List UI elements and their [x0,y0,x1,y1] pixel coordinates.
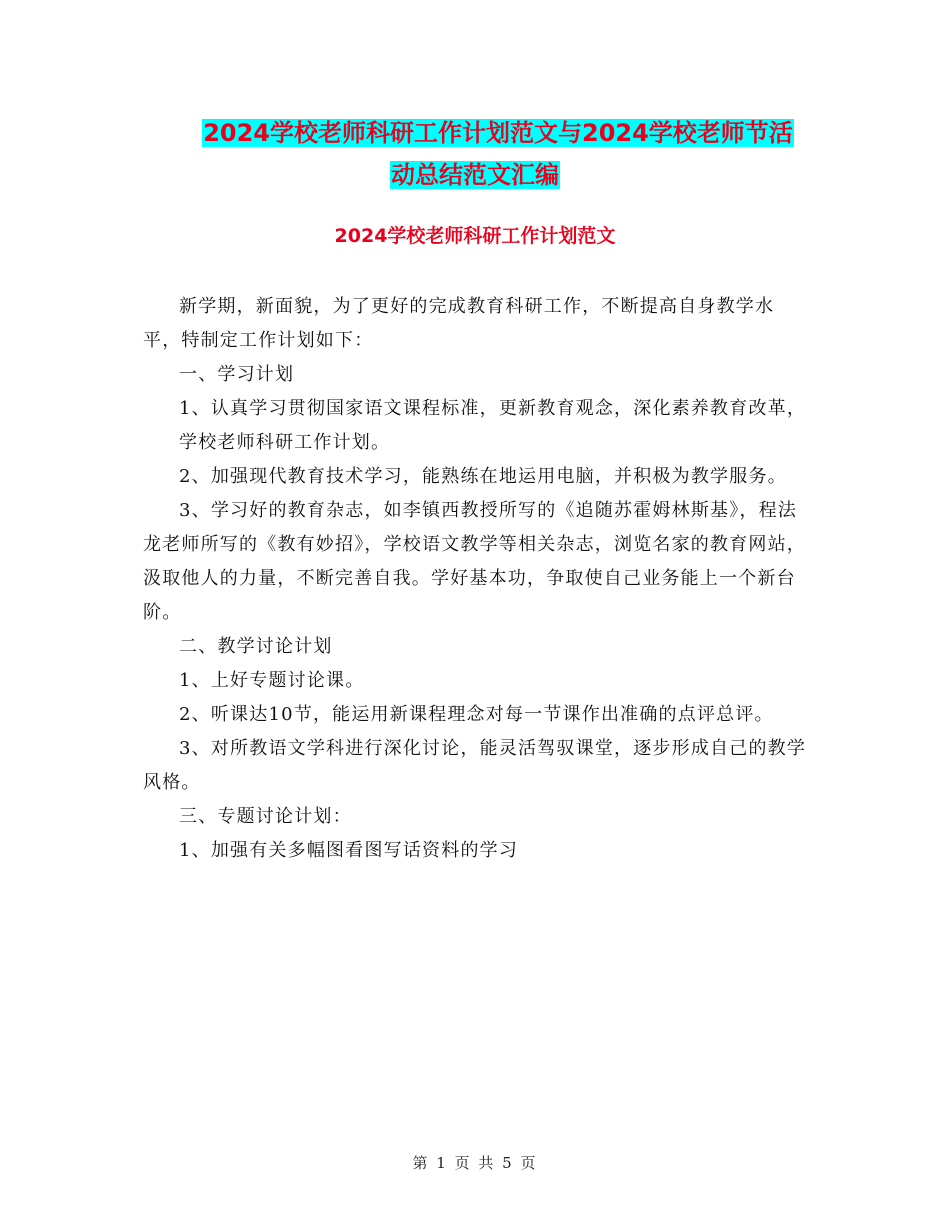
paragraph: 1、上好专题讨论课。 [179,670,365,691]
paragraph: 新学期，新面貌，为了更好的完成教育科研工作，不断提高自身教学水平，特制定工作计划如下： [143,296,775,351]
document-title [0,112,950,196]
paragraph: 三、专题讨论计划： [179,806,352,827]
document-title-line-1-text: 2024学校老师科研工作计划范文与2024学校老师节活 [203,119,793,147]
paragraph: 1、认真学习贯彻国家语文课程标准，更新教育观念，深化素养教育改革， [179,398,807,419]
document-body [143,290,808,868]
page-footer: 第 1 页 共 5 页 [412,1154,538,1172]
paragraph: 3、学习好的教育杂志，如李镇西教授所写的《追随苏霍姆林斯基》，程法龙老师所写的《教有妙招》，学校语文教学等相关杂志，浏览名家的教育网站，汲取他人的力量，不断完善自我。学好基本功，争取使自己业务能上一个新台阶。 [143,500,806,623]
paragraph: 2、加强现代教育技术学习，能熟练在地运用电脑，并积极为教学服务。 [179,466,787,487]
paragraph: 一、学习计划 [179,364,295,385]
document-title-line-2-text: 动总结范文汇编 [391,161,559,189]
paragraph: 二、教学讨论计划 [179,636,333,657]
paragraph: 2、听课达10节，能运用新课程理念对每一节课作出准确的点评总评。 [179,704,774,725]
document-title-line-1 [0,112,950,154]
section-title: 2024学校老师科研工作计划范文 [334,225,616,247]
paragraph: 1、加强有关多幅图看图写话资料的学习 [179,840,519,861]
paragraph: 学校老师科研工作计划。 [179,432,391,453]
paragraph: 3、对所教语文学科进行深化讨论，能灵活驾驭课堂，逐步形成自己的教学风格。 [143,738,807,793]
document-title-line-2 [0,154,950,196]
